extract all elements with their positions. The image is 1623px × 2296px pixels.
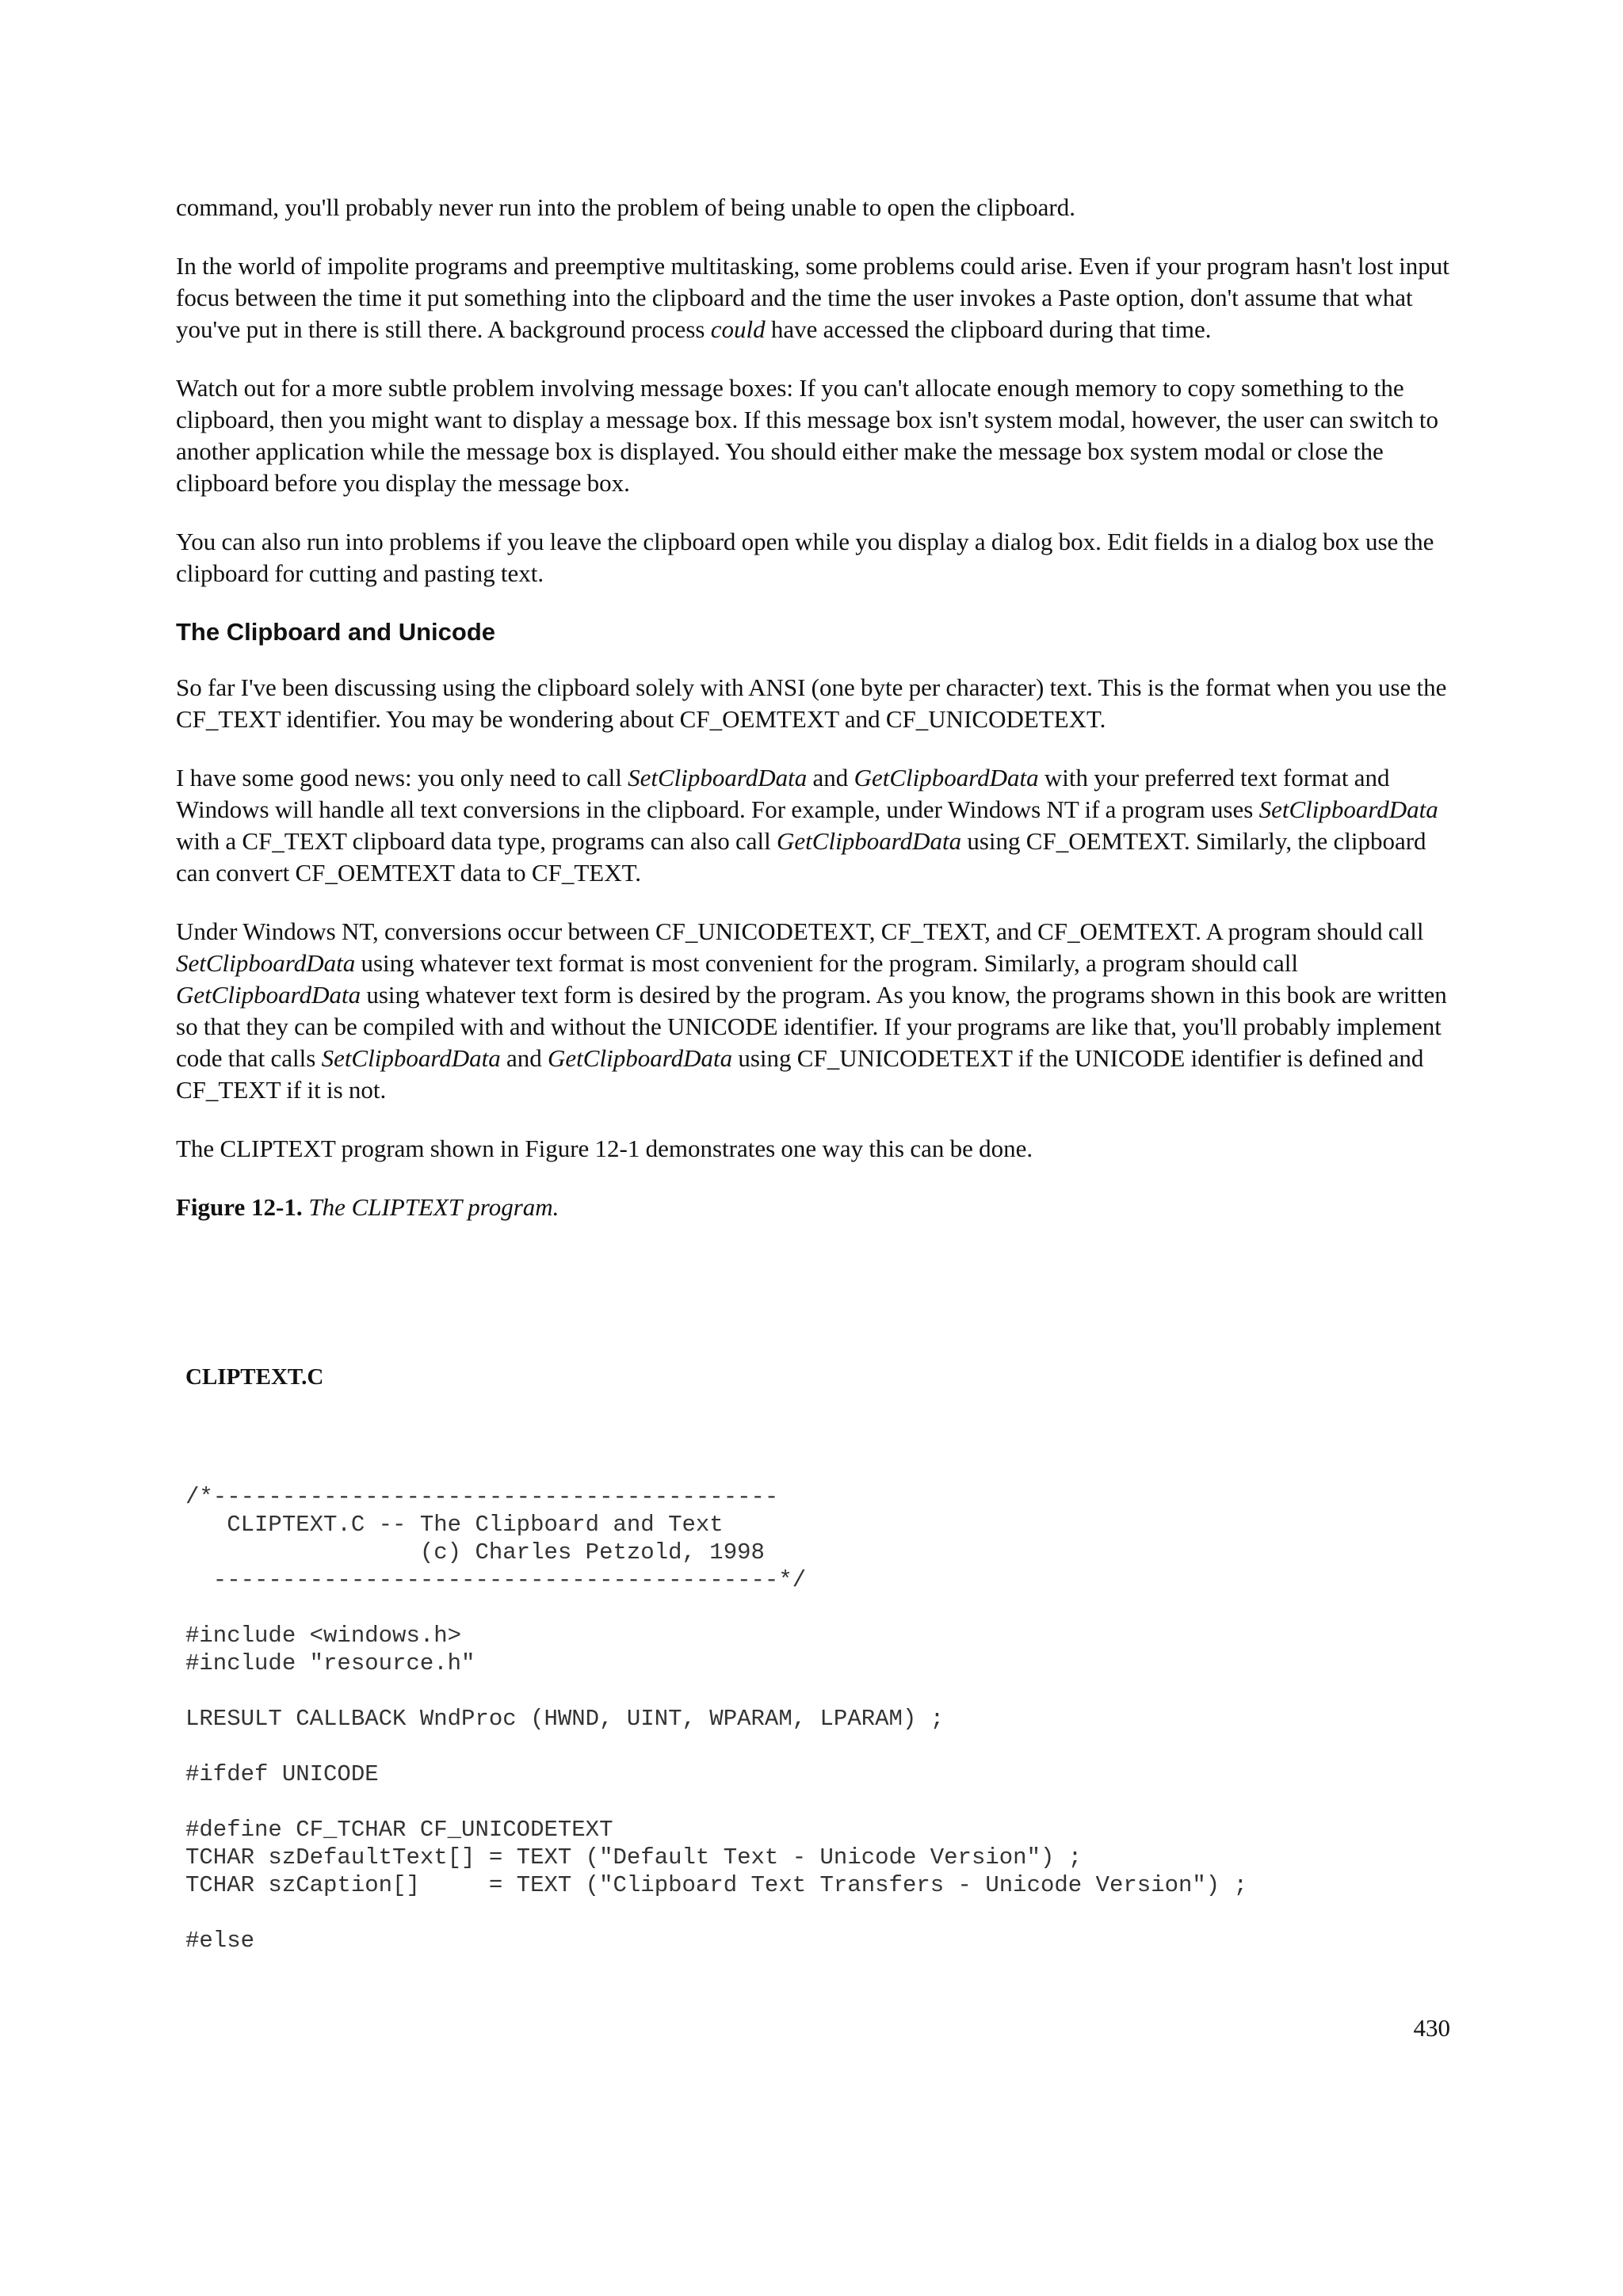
section-heading: The Clipboard and Unicode <box>176 618 496 646</box>
paragraph-text: using whatever text form is desired by the program. As you know, the programs shown in this book are written so that they can be compiled with and without the UNICODE identifier. If your programs are like that, you'll probably implement code that calls <box>176 981 1447 1072</box>
code-line: -----------------------------------------*/ <box>185 1567 807 1593</box>
paragraph-text: The CLIPTEXT program shown in Figure 12-1 demonstrates one way this can be done. <box>176 1135 1033 1162</box>
paragraph-text: have accessed the clipboard during that time. <box>765 315 1212 343</box>
code-line: CLIPTEXT.C -- The Clipboard and Text <box>185 1512 724 1538</box>
paragraph-text: You can also run into problems if you leave the clipboard open while you display a dialog box. Edit fields in a dialog box use the clipboard for cutting and pasting text. <box>176 528 1434 587</box>
body-paragraph <box>176 762 1460 889</box>
unicode-paragraphs <box>176 672 1460 1165</box>
page-content <box>176 192 1460 1223</box>
intro-paragraphs <box>176 192 1460 589</box>
body-paragraph <box>176 1133 1460 1165</box>
emphasis-text: SetClipboardData <box>176 949 356 977</box>
emphasis-text: GetClipboardData <box>176 981 361 1009</box>
code-line: #ifdef UNICODE <box>185 1761 379 1787</box>
paragraph-text: Watch out for a more subtle problem involving message boxes: If you can't allocate enough memory to copy something to the clipboard, then you might want to display a message box. If this message box isn't system modal, however, the user can switch to another application while the message box is displayed. You should either make the message box system modal or close the clipboard before you display the message box. <box>176 374 1438 497</box>
body-paragraph <box>176 526 1460 589</box>
paragraph-text: using whatever text format is most convenient for the program. Similarly, a program should call <box>355 949 1298 977</box>
paragraph-text: I have some good news: you only need to call <box>176 764 628 791</box>
emphasis-text: GetClipboardData <box>854 764 1039 791</box>
emphasis-text: SetClipboardData <box>1258 795 1438 823</box>
emphasis-text: GetClipboardData <box>548 1044 733 1072</box>
code-line: #include <windows.h> <box>185 1623 462 1649</box>
figure-title: The CLIPTEXT program. <box>308 1193 559 1221</box>
code-line: /*----------------------------------------- <box>185 1484 779 1510</box>
paragraph-text: and <box>500 1044 548 1072</box>
code-line: LRESULT CALLBACK WndProc (HWND, UINT, WPARAM, LPARAM) ; <box>185 1706 945 1732</box>
code-listing <box>185 1483 1247 1955</box>
body-paragraph <box>176 916 1460 1106</box>
emphasis-text: SetClipboardData <box>628 764 808 791</box>
body-paragraph <box>176 192 1460 223</box>
paragraph-text: with your preferred text format and Windows will handle all text conversions in the clipboard. For example, under Windows NT if a program uses <box>176 764 1390 823</box>
listing-title: CLIPTEXT.C <box>185 1364 324 1390</box>
paragraph-text: In the world of impolite programs and preemptive multitasking, some problems could arise. Even if your program hasn't lost input focus between the time it put something into the clipboard and the time the user invokes a Paste option, don't assume that what you've put in there is still there. A background process <box>176 252 1449 343</box>
body-paragraph <box>176 250 1460 345</box>
paragraph-text: with a CF_TEXT clipboard data type, programs can also call <box>176 827 777 855</box>
paragraph-text: using CF_UNICODETEXT if the UNICODE identifier is defined and CF_TEXT if it is not. <box>176 1044 1424 1104</box>
paragraph-text: So far I've been discussing using the clipboard solely with ANSI (one byte per character) text. This is the format when you use the CF_TEXT identifier. You may be wondering about CF_OEMTEXT and CF_UNICODETEXT. <box>176 673 1447 733</box>
body-paragraph <box>176 672 1460 735</box>
code-line: TCHAR szDefaultText[] = TEXT ("Default Text - Unicode Version") ; <box>185 1844 1083 1871</box>
code-line: TCHAR szCaption[] = TEXT ("Clipboard Text Transfers - Unicode Version") ; <box>185 1872 1248 1898</box>
figure-caption <box>176 1192 1460 1223</box>
emphasis-text: SetClipboardData <box>321 1044 501 1072</box>
emphasis-text: could <box>710 315 766 343</box>
emphasis-text: GetClipboardData <box>777 827 962 855</box>
paragraph-text: and <box>807 764 854 791</box>
figure-label: Figure 12-1. <box>176 1193 303 1221</box>
paragraph-text: Under Windows NT, conversions occur between CF_UNICODETEXT, CF_TEXT, and CF_OEMTEXT. A program should call <box>176 917 1424 945</box>
paragraph-text: command, you'll probably never run into the problem of being unable to open the clipboard. <box>176 193 1075 221</box>
code-line: #include "resource.h" <box>185 1650 475 1676</box>
page-number: 430 <box>1413 2014 1450 2042</box>
code-line: #define CF_TCHAR CF_UNICODETEXT <box>185 1817 613 1843</box>
code-line: #else <box>185 1928 255 1954</box>
body-paragraph <box>176 372 1460 499</box>
code-line: (c) Charles Petzold, 1998 <box>185 1539 765 1566</box>
paragraph-text: using CF_OEMTEXT. Similarly, the clipboard can convert CF_OEMTEXT data to CF_TEXT. <box>176 827 1426 887</box>
